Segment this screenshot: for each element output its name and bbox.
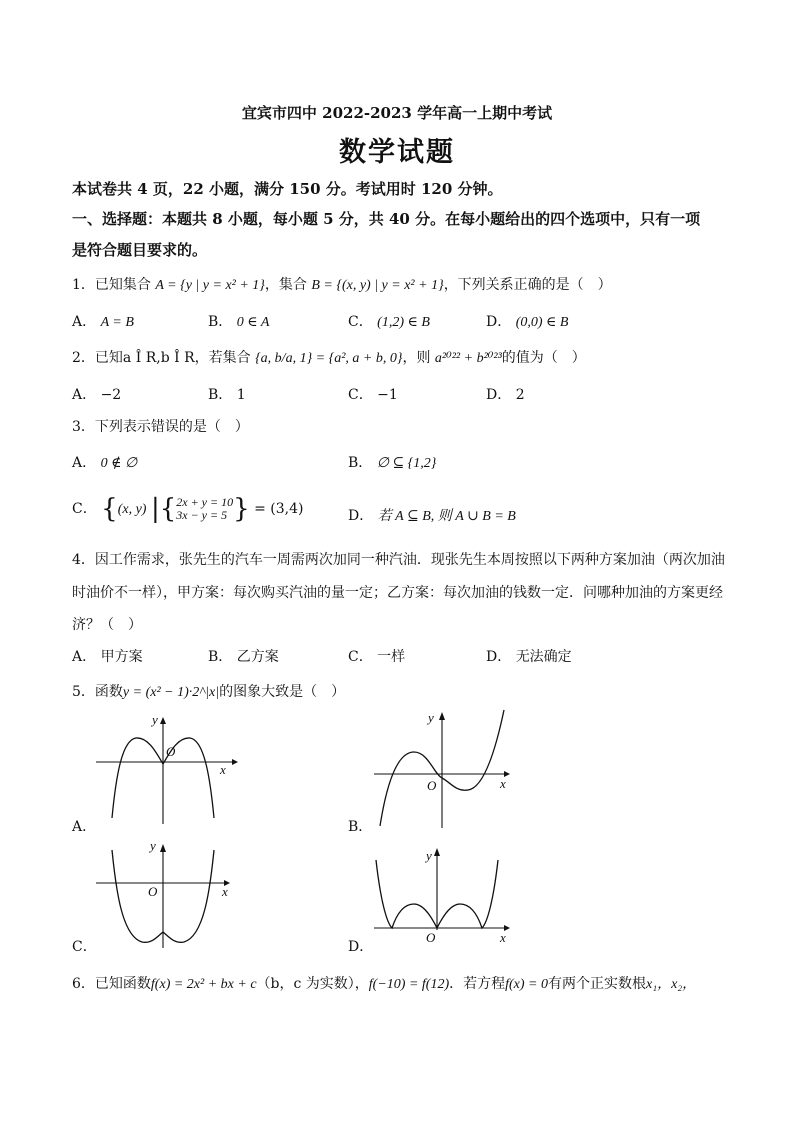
q5-graph-b	[372, 708, 522, 830]
q4-option-c: C． 一样	[348, 649, 406, 665]
section-heading-line1: 一、选择题：本题共 8 小题，每小题 5 分，共 40 分。在每小题给出的四个选项中，只有一项	[72, 210, 701, 228]
q4-option-b: B． 乙方案	[208, 649, 279, 665]
q2-option-d: D． 2	[486, 387, 525, 403]
q5-graph-d-svg	[372, 846, 522, 946]
page-title: 数学试题	[339, 137, 455, 168]
question-1	[72, 274, 612, 294]
q6-roots: x₁，x₂，	[646, 977, 697, 992]
q3-option-b: B． ∅ ⊆ {1,2}	[348, 455, 437, 471]
graph-a-x-label: x	[220, 762, 226, 777]
q5-graph-c	[92, 840, 242, 950]
q5-option-a-label: A．	[72, 819, 97, 835]
q6-function: f(x) = 2x² + bx + c	[150, 977, 257, 992]
question-5: 5．函数y = (x² − 1)·2^|x|的图象大致是（ ）	[72, 684, 346, 700]
q5-option-b-label: B．	[348, 819, 373, 835]
q1-option-a: A． A = B	[72, 314, 134, 330]
graph-b-y-arrow	[439, 712, 445, 720]
graph-d-origin: O	[426, 930, 436, 945]
q1-set-b: B = {(x, y) | y = x² + 1}	[311, 278, 444, 293]
graph-b-y-label: y	[428, 710, 434, 725]
q5-graph-b-svg	[372, 708, 522, 830]
exam-subtitle: 宜宾市四中 2022-2023 学年高一上期中考试	[241, 104, 553, 122]
q5-graph-d	[372, 846, 522, 946]
q1-option-c: C． (1,2) ∈ B	[348, 314, 430, 330]
graph-a-x-arrow	[232, 759, 238, 765]
q5-graph-c-svg	[92, 840, 242, 950]
q6-condition: f(−10) = f(12)	[368, 977, 450, 992]
q1-set-a: A = {y | y = x² + 1}	[155, 278, 265, 293]
q3-option-a: A． 0 ∉ ∅	[72, 455, 138, 471]
q5-function: y = (x² − 1)·2^|x|	[122, 685, 220, 700]
q5-graph-a	[92, 712, 242, 826]
question-3: 3．下列表示错误的是（ ）	[72, 419, 249, 435]
q2-option-b: B． 1	[208, 387, 246, 403]
q2-expression: a²⁰²² + b²⁰²³	[434, 351, 502, 366]
graph-a-y-label: y	[152, 712, 158, 727]
q4-line-1: 4．因工作需求，张先生的汽车一周需两次加同一种汽油．现张先生本周按照以下两种方案加油（两次加油	[72, 552, 725, 568]
q2-option-a: A． −2	[72, 387, 122, 403]
intro-text: 本试卷共 4 页，22 小题，满分 150 分。考试用时 120 分钟。	[72, 180, 503, 198]
q5-option-d-label: D．	[348, 939, 374, 955]
graph-c-y-arrow	[160, 844, 166, 852]
graph-c-y-label: y	[150, 838, 156, 853]
question-2: 2．已知a Î R,b Î R，若集合 {a, b/a, 1} = {a², a + b, 0}，则 a²⁰²² + b²⁰²³的值为（ ）	[72, 350, 586, 366]
q1-option-d: D． (0,0) ∈ B	[486, 314, 569, 330]
graph-d-x-label: x	[500, 930, 506, 945]
q1-text-a: 已知集合	[94, 277, 151, 293]
q6-equation: f(x) = 0	[505, 977, 548, 992]
q5-graph-a-svg	[92, 712, 242, 826]
graph-b-x-label: x	[500, 776, 506, 791]
q4-option-a: A． 甲方案	[72, 649, 143, 665]
q3-option-d: D． 若 A ⊆ B, 则 A ∪ B = B	[348, 508, 516, 524]
question-6: 6．已知函数f(x) = 2x² + bx + c（b，c 为实数），f(−10) = f(12)．若方程f(x) = 0有两个正实数根x₁，x₂，	[72, 976, 697, 992]
q1-number: 1．	[72, 277, 95, 293]
q1-option-b: B． 0 ∈ A	[208, 314, 270, 330]
q4-line-2: 时油价不一样），甲方案：每次购买汽油的量一定；乙方案：每次加油的钱数一定．问哪种加油的方案更经	[72, 585, 723, 601]
q4-option-d: D． 无法确定	[486, 649, 572, 665]
graph-d-y-label: y	[426, 848, 432, 863]
graph-c-x-label: x	[222, 884, 228, 899]
q1-text-c: ，下列关系正确的是（ ）	[443, 277, 612, 293]
q2-set: {a, b/a, 1} = {a², a + b, 0}	[255, 351, 403, 366]
q1-text-b: ，集合	[264, 277, 307, 293]
q2-option-c: C． −1	[348, 387, 398, 403]
graph-a-y-arrow	[160, 717, 166, 724]
q3-option-c: C． {(x, y) |{2x + y = 10 3x − y = 5 } = (3,4)	[72, 494, 304, 524]
q4-line-3: 济？（ ）	[72, 617, 142, 633]
q5-option-c-label: C．	[72, 939, 97, 955]
graph-a-origin: O	[166, 744, 176, 759]
graph-c-origin: O	[148, 884, 158, 899]
section-heading-line2: 是符合题目要求的。	[72, 241, 208, 259]
graph-b-origin: O	[427, 778, 437, 793]
graph-d-y-arrow	[434, 848, 440, 856]
